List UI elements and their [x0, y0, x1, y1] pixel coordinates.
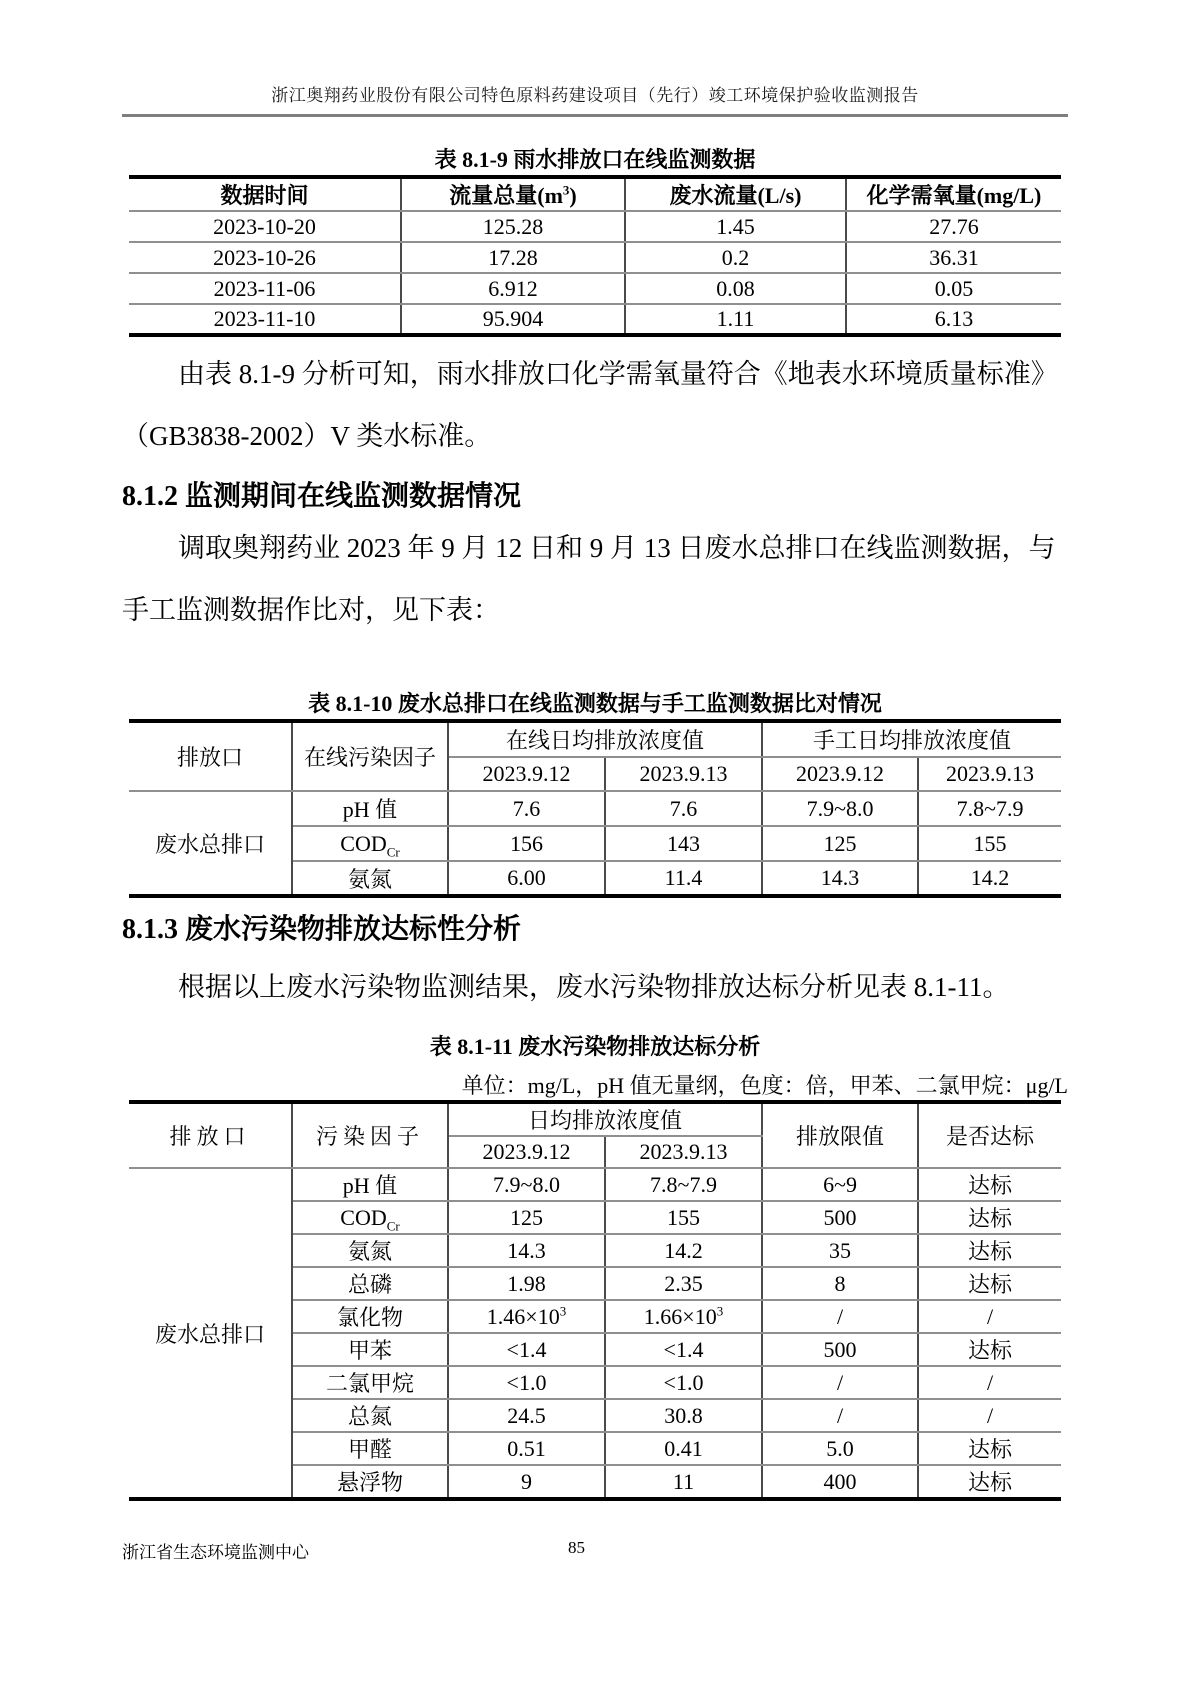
- factor-cell: 甲醛: [292, 1432, 448, 1465]
- compliance-cell: 达标: [918, 1432, 1061, 1465]
- table-row: [129, 304, 1061, 335]
- table-row: [129, 1168, 1061, 1201]
- table-cell: 0.08: [625, 273, 846, 304]
- outlet-cell: 废水总排口: [129, 1168, 292, 1499]
- column-group-manual-daily: 手工日均排放浓度值: [762, 721, 1061, 757]
- column-header-limit: 排放限值: [762, 1102, 918, 1168]
- table-cell: 11.4: [605, 861, 762, 896]
- factor-cell: pH 值: [292, 1168, 448, 1201]
- table-cell: 7.6: [605, 791, 762, 826]
- table-cell: 6.912: [401, 273, 625, 304]
- table-cell: 155: [918, 826, 1061, 861]
- table-cell: 0.2: [625, 242, 846, 273]
- table-8-1-10-title: 表 8.1-10 废水总排口在线监测数据与手工监测数据比对情况: [308, 691, 882, 716]
- page-content: [122, 0, 1068, 1501]
- page-header-title: 浙江奥翔药业股份有限公司特色原料药建设项目（先行）竣工环境保护验收监测报告: [271, 86, 919, 105]
- table-cell: <1.4: [605, 1333, 762, 1366]
- compliance-cell: 达标: [918, 1267, 1061, 1300]
- compliance-cell: /: [918, 1300, 1061, 1333]
- table-8-1-9: [129, 175, 1061, 337]
- column-group-online-daily: 在线日均排放浓度值: [448, 721, 762, 757]
- paragraph-compliance-intro: 根据以上废水污染物监测结果，废水污染物排放达标分析见表 8.1-11。: [178, 972, 1010, 1002]
- table-cell: 2023-10-20: [129, 211, 401, 242]
- limit-cell: 6~9: [762, 1168, 918, 1201]
- factor-cell: 氨氮: [292, 861, 448, 896]
- column-header-flow-total: 流量总量$(m^3)$: [401, 177, 625, 211]
- factor-cell: 氨氮: [292, 1234, 448, 1267]
- table-row: [129, 211, 1061, 242]
- paragraph-online-data-intro: 调取奥翔药业 2023 年 9 月 12 日和 9 月 13 日废水总排口在线监测数据，与手工监测数据作比对，见下表：: [122, 533, 1056, 625]
- table-cell: 30.8: [605, 1399, 762, 1432]
- page-number: 85: [568, 1538, 585, 1557]
- factor-cell: 甲苯: [292, 1333, 448, 1366]
- table-cell: <1.4: [448, 1333, 605, 1366]
- table-cell: 7.9~8.0: [448, 1168, 605, 1201]
- factor-cell: $COD_{Cr}$: [292, 1201, 448, 1234]
- table-cell: 7.8~7.9: [918, 791, 1061, 826]
- table-8-1-11: [129, 1100, 1061, 1501]
- limit-cell: 5.0: [762, 1432, 918, 1465]
- factor-cell: 悬浮物: [292, 1465, 448, 1499]
- table-cell: 2023-11-10: [129, 304, 401, 335]
- outlet-cell: 废水总排口: [129, 791, 292, 896]
- compliance-cell: 达标: [918, 1234, 1061, 1267]
- table-cell: 156: [448, 826, 605, 861]
- table-cell: $1.66\times 10^3$: [605, 1300, 762, 1333]
- limit-cell: 500: [762, 1201, 918, 1234]
- paragraph-rainwater-analysis: 由表 8.1-9 分析可知，雨水排放口化学需氧量符合《地表水环境质量标准》（GB3838-2002）V 类水标准。: [122, 359, 1058, 451]
- column-header-date: 2023.9.12: [762, 757, 918, 791]
- table-cell: 24.5: [448, 1399, 605, 1432]
- limit-cell: /: [762, 1366, 918, 1399]
- compliance-cell: /: [918, 1399, 1061, 1432]
- factor-cell: 总氮: [292, 1399, 448, 1432]
- column-header-date: 2023.9.12: [448, 1136, 605, 1168]
- column-header-cod: 化学需氧量(mg/L): [846, 177, 1061, 211]
- column-header-date: 2023.9.13: [605, 757, 762, 791]
- table-cell: 1.45: [625, 211, 846, 242]
- page-footer: [122, 1538, 1068, 1563]
- factor-cell: pH 值: [292, 791, 448, 826]
- compliance-cell: /: [918, 1366, 1061, 1399]
- table-8-1-11-title: 表 8.1-11 废水污染物排放达标分析: [429, 1034, 761, 1059]
- table-cell: 14.2: [605, 1234, 762, 1267]
- table-cell: 14.3: [762, 861, 918, 896]
- table-cell: 36.31: [846, 242, 1061, 273]
- table-cell: 14.3: [448, 1234, 605, 1267]
- table-cell: <1.0: [605, 1366, 762, 1399]
- limit-cell: 8: [762, 1267, 918, 1300]
- table-cell: <1.0: [448, 1366, 605, 1399]
- table-cell: 155: [605, 1201, 762, 1234]
- table-8-1-10: [129, 719, 1061, 898]
- table-header-row: [129, 1102, 1061, 1136]
- table-cell: 17.28: [401, 242, 625, 273]
- factor-cell: 二氯甲烷: [292, 1366, 448, 1399]
- table-cell: 6.00: [448, 861, 605, 896]
- table-cell: $1.46\times 10^3$: [448, 1300, 605, 1333]
- limit-cell: 400: [762, 1465, 918, 1499]
- section-heading-8-1-3: 8.1.3 废水污染物排放达标性分析: [122, 914, 522, 945]
- column-header-date: 2023.9.12: [448, 757, 605, 791]
- column-header-outlet: 排放口: [129, 1102, 292, 1168]
- column-header-time: 数据时间: [129, 177, 401, 211]
- limit-cell: /: [762, 1399, 918, 1432]
- footer-organization: 浙江省生态环境监测中心: [122, 1543, 309, 1562]
- compliance-cell: 达标: [918, 1168, 1061, 1201]
- table-cell: 11: [605, 1465, 762, 1499]
- table-cell: 2023-10-26: [129, 242, 401, 273]
- table-cell: 125: [762, 826, 918, 861]
- column-header-date: 2023.9.13: [918, 757, 1061, 791]
- column-header-waste-flow: 废水流量(L/s): [625, 177, 846, 211]
- table-cell: 6.13: [846, 304, 1061, 335]
- table-cell: 2.35: [605, 1267, 762, 1300]
- header-divider: [122, 114, 1068, 117]
- limit-cell: 500: [762, 1333, 918, 1366]
- table-cell: 7.8~7.9: [605, 1168, 762, 1201]
- table-8-1-9-title: 表 8.1-9 雨水排放口在线监测数据: [434, 147, 756, 172]
- column-header-outlet: 排放口: [129, 721, 292, 791]
- unit-note: 单位：mg/L，pH 值无量纲，色度：倍，甲苯、二氯甲烷：μg/L: [461, 1073, 1068, 1098]
- table-cell: 143: [605, 826, 762, 861]
- compliance-cell: 达标: [918, 1201, 1061, 1234]
- column-header-online-factor: 在线污染因子: [292, 721, 448, 791]
- limit-cell: 35: [762, 1234, 918, 1267]
- table-cell: 27.76: [846, 211, 1061, 242]
- table-cell: 0.05: [846, 273, 1061, 304]
- table-cell: 9: [448, 1465, 605, 1499]
- table-cell: 2023-11-06: [129, 273, 401, 304]
- factor-cell: 总磷: [292, 1267, 448, 1300]
- table-cell: 0.41: [605, 1432, 762, 1465]
- column-header-date: 2023.9.13: [605, 1136, 762, 1168]
- table-row: [129, 273, 1061, 304]
- factor-cell: $COD_{Cr}$: [292, 826, 448, 861]
- table-cell: 1.98: [448, 1267, 605, 1300]
- table-row: [129, 242, 1061, 273]
- table-cell: 95.904: [401, 304, 625, 335]
- section-heading-8-1-2: 8.1.2 监测期间在线监测数据情况: [122, 481, 522, 512]
- compliance-cell: 达标: [918, 1333, 1061, 1366]
- compliance-cell: 达标: [918, 1465, 1061, 1499]
- table-row: [129, 791, 1061, 826]
- table-cell: 7.9~8.0: [762, 791, 918, 826]
- table-cell: 1.11: [625, 304, 846, 335]
- table-cell: 125: [448, 1201, 605, 1234]
- table-header-row: [129, 721, 1061, 757]
- column-group-daily: 日均排放浓度值: [448, 1102, 762, 1136]
- limit-cell: /: [762, 1300, 918, 1333]
- column-header-factor: 污染因子: [292, 1102, 448, 1168]
- factor-cell: 氯化物: [292, 1300, 448, 1333]
- column-header-compliance: 是否达标: [918, 1102, 1061, 1168]
- table-cell: 7.6: [448, 791, 605, 826]
- table-cell: 0.51: [448, 1432, 605, 1465]
- table-header-row: [129, 177, 1061, 211]
- table-cell: 125.28: [401, 211, 625, 242]
- table-cell: 14.2: [918, 861, 1061, 896]
